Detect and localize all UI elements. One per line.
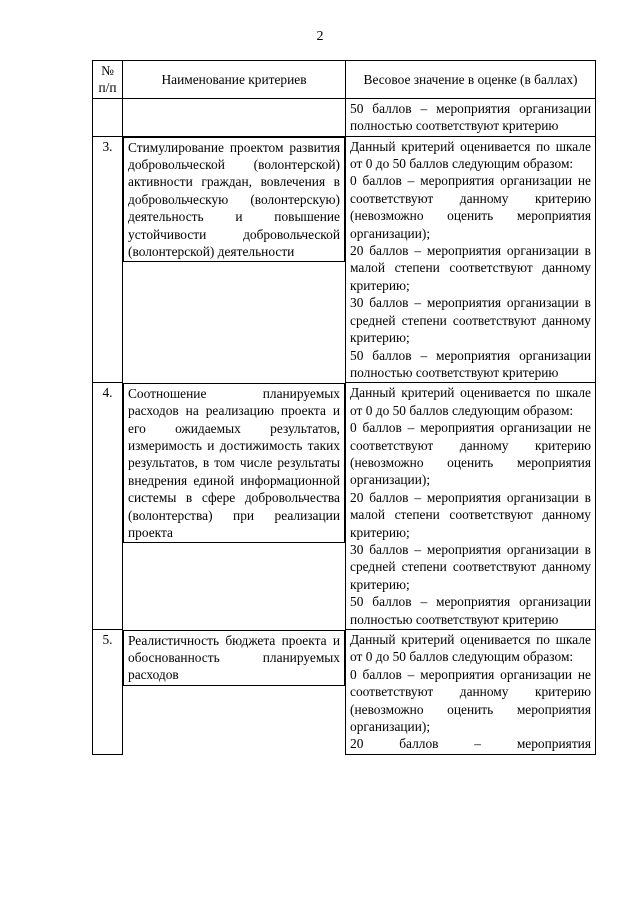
weight-paragraph: Данный критерий оценивается по шкале от 0 до 50 баллов следующим образом:: [350, 385, 591, 418]
table-row: [93, 630, 596, 755]
criterion-name: Соотношение планируемых расходов на реализацию проекта и его ожидаемых результатов, измеримость и достижимость таких результатов, в том числе результаты внедрения единой информационной системы в сфере добровольчества (волонтерства) при реализации проекта: [123, 383, 345, 544]
page-number: 2: [316, 29, 324, 44]
weight-paragraph: 20 баллов – мероприятия организации в малой степени соответствуют данному критерию;: [350, 243, 591, 293]
weight-paragraph: Данный критерий оценивается по шкале от 0 до 50 баллов следующим образом:: [350, 632, 591, 665]
row-number: [93, 98, 123, 136]
criterion-name: Реалистичность бюджета проекта и обоснованность планируемых расходов: [123, 630, 345, 686]
weight-paragraph: 50 баллов – мероприятия организации полностью соответствуют критерию: [350, 594, 591, 627]
criterion-weight: [346, 630, 596, 755]
header-num: № п/п: [93, 61, 123, 99]
table-header-row: [93, 61, 596, 99]
criterion-weight: [346, 383, 596, 630]
criterion-weight: [346, 98, 596, 136]
header-name: Наименование критериев: [123, 61, 346, 99]
weight-paragraph: 30 баллов – мероприятия организации в средней степени соответствуют данному критерию;: [350, 295, 591, 346]
table-row: [93, 136, 596, 383]
criteria-table: [92, 60, 596, 755]
header-weight: Весовое значение в оценке (в баллах): [346, 61, 596, 99]
row-number: 3.: [93, 136, 123, 383]
weight-paragraph: 0 баллов – мероприятия организации не соответствуют данному критерию (невозможно оценить мероприятия организации);: [350, 666, 591, 735]
weight-paragraph: 50 баллов – мероприятия организации полностью соответствуют критерию: [350, 100, 591, 134]
weight-paragraph: 50 баллов – мероприятия организации полностью соответствуют критерию: [350, 347, 591, 380]
weight-paragraph: 30 баллов – мероприятия организации в средней степени соответствуют данному критерию;: [350, 541, 591, 592]
table-row: [93, 98, 596, 136]
criterion-name: [123, 98, 346, 136]
weight-paragraph: 20 баллов – мероприятия: [350, 736, 591, 752]
table-row: [93, 383, 596, 630]
row-number: 5.: [93, 630, 123, 755]
weight-paragraph: Данный критерий оценивается по шкале от 0 до 50 баллов следующим образом:: [350, 138, 591, 172]
weight-paragraph: 0 баллов – мероприятия организации не соответствуют данному критерию (невозможно оценить мероприятия организации);: [350, 173, 591, 241]
criterion-weight: [346, 136, 596, 383]
weight-paragraph: 0 баллов – мероприятия организации не соответствуют данному критерию (невозможно оценить мероприятия организации);: [350, 420, 591, 488]
criterion-name: Стимулирование проектом развития добровольческой (волонтерской) активности граждан, вовлечения в добровольческую (волонтерскую) деятельность и повышение устойчивости добровольческой (волонтерской) деятельности: [123, 137, 345, 263]
row-number: 4.: [93, 383, 123, 630]
weight-paragraph: 20 баллов – мероприятия организации в малой степени соответствуют данному критерию;: [350, 489, 591, 540]
